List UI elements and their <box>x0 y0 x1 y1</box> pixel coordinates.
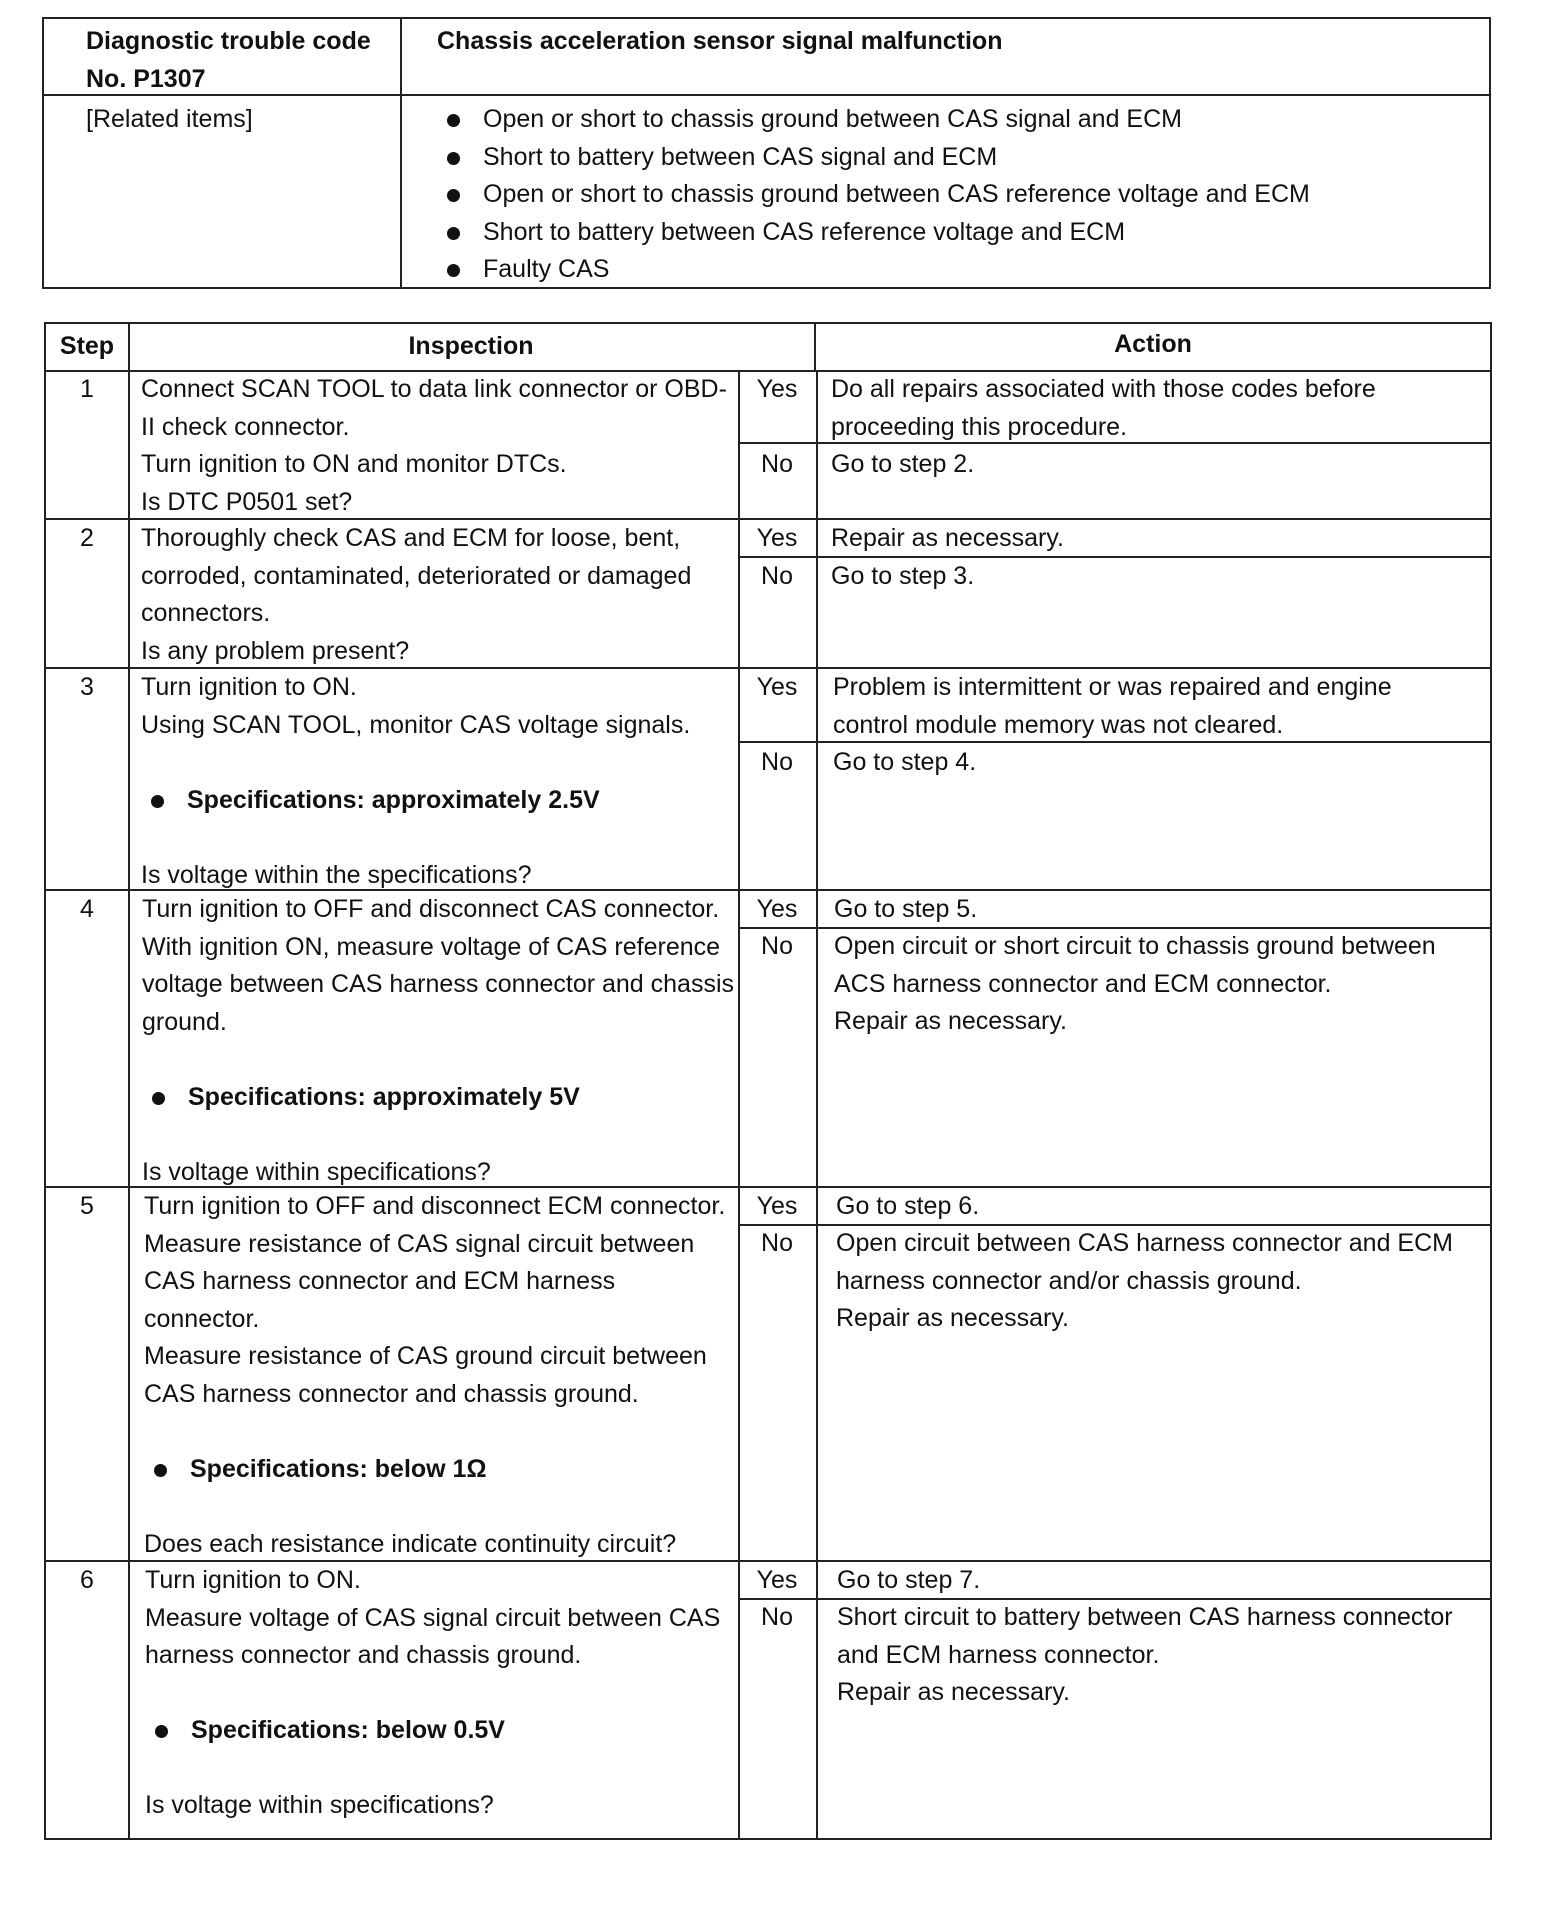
step-column-header: Step <box>59 332 115 360</box>
dtc-title: Chassis acceleration sensor signal malfunction <box>437 27 1003 55</box>
bullet-icon <box>447 227 460 240</box>
step-number: 1 <box>80 375 94 403</box>
bullet-icon <box>151 795 164 808</box>
yes-action: Go to step 5. <box>834 895 978 923</box>
yes-label: Yes <box>756 673 798 701</box>
dtc-code-label-line1: Diagnostic trouble code <box>86 27 371 55</box>
no-action: Go to step 3. <box>831 562 975 590</box>
inspection-text: Turn ignition to OFF and disconnect ECM connector. Measure resistance of CAS signal circuit between CAS harness connector and ECM harness connector. Measure resistance of CAS ground circuit between CAS harness connector and chassis ground. Specifications: below 1Ω Does each resistance indicate continuity circuit? <box>144 1188 725 1563</box>
related-items-list <box>439 101 1310 289</box>
inspection-column-header: Inspection <box>408 332 534 360</box>
no-label: No <box>761 450 793 478</box>
yes-label: Yes <box>756 375 798 403</box>
bullet-icon <box>447 152 460 165</box>
no-label: No <box>761 932 793 960</box>
no-action: Short circuit to battery between CAS harness connector and ECM harness connector. Repair as necessary. <box>837 1603 1453 1706</box>
dtc-header-table <box>42 17 1491 289</box>
col-divider-step <box>128 324 130 1838</box>
action-column-header: Action <box>1114 330 1192 358</box>
bullet-icon <box>447 114 460 127</box>
no-action: Go to step 4. <box>833 748 977 776</box>
inspection-text: Turn ignition to ON. Using SCAN TOOL, monitor CAS voltage signals. Specifications: approximately 2.5V Is voltage within the specifications? <box>141 669 690 894</box>
yes-action: Go to step 6. <box>836 1192 980 1220</box>
inspection-question: Does each resistance indicate continuity circuit? <box>144 1529 677 1558</box>
inspection-text: Turn ignition to ON. Measure voltage of CAS signal circuit between CAS harness connector and chassis ground. Specifications: below 0.5V Is voltage within specifications? <box>145 1562 720 1825</box>
related-item: Open or short to chassis ground between CAS signal and ECM <box>439 101 1310 139</box>
yes-action: Repair as necessary. <box>831 524 1064 552</box>
related-item: Open or short to chassis ground between CAS reference voltage and ECM <box>439 176 1310 214</box>
col-divider-yesno <box>816 370 818 1838</box>
related-item: Short to battery between CAS reference voltage and ECM <box>439 214 1310 252</box>
related-item: Short to battery between CAS signal and ECM <box>439 139 1310 177</box>
step-number: 4 <box>80 895 94 923</box>
specification-line: Specifications: approximately 5V <box>142 1079 734 1117</box>
bullet-icon <box>447 264 460 277</box>
step-number: 6 <box>80 1566 94 1594</box>
step-number: 2 <box>80 524 94 552</box>
header-divider-vertical <box>400 19 402 287</box>
yes-label: Yes <box>756 1566 798 1594</box>
dtc-code-number: No. P1307 <box>86 64 206 93</box>
no-action: Go to step 2. <box>831 450 975 478</box>
yes-label: Yes <box>756 524 798 552</box>
yes-action: Go to step 7. <box>837 1566 981 1594</box>
inspection-question: Is voltage within specifications? <box>145 1791 494 1819</box>
step-number: 3 <box>80 673 94 701</box>
dtc-code-label <box>86 23 371 98</box>
specification-line: Specifications: below 1Ω <box>144 1451 725 1489</box>
no-label: No <box>761 748 793 776</box>
yes-action: Do all repairs associated with those codes before proceeding this procedure. <box>831 375 1376 441</box>
inspection-text: Thoroughly check CAS and ECM for loose, bent, corroded, contaminated, deteriorated or damaged connectors. Is any problem present? <box>141 524 692 665</box>
specification-line: Specifications: approximately 2.5V <box>141 782 690 820</box>
no-label: No <box>761 1229 793 1257</box>
inspection-table <box>44 322 1492 1840</box>
no-label: No <box>761 562 793 590</box>
inspection-question: Is voltage within the specifications? <box>141 860 532 889</box>
no-action: Open circuit between CAS harness connector and ECM harness connector and/or chassis ground. Repair as necessary. <box>836 1229 1453 1332</box>
bullet-icon <box>152 1092 165 1105</box>
inspection-text: Connect SCAN TOOL to data link connector or OBD- II check connector. Turn ignition to ON and monitor DTCs. Is DTC P0501 set? <box>141 375 727 516</box>
no-action: Open circuit or short circuit to chassis ground between ACS harness connector and ECM connector. Repair as necessary. <box>834 932 1436 1035</box>
related-item: Faulty CAS <box>439 251 1310 289</box>
related-items-label: [Related items] <box>86 105 253 133</box>
specification-line: Specifications: below 0.5V <box>145 1712 720 1750</box>
bullet-icon <box>154 1464 167 1477</box>
step-number: 5 <box>80 1192 94 1220</box>
inspection-question: Is voltage within specifications? <box>142 1157 491 1186</box>
inspection-text: Turn ignition to OFF and disconnect CAS connector. With ignition ON, measure voltage of CAS reference voltage between CAS harness connector and chassis ground. Specifications: approximately 5V Is voltage within specifications? <box>142 891 734 1191</box>
bullet-icon <box>447 189 460 202</box>
yes-label: Yes <box>756 1192 798 1220</box>
no-label: No <box>761 1603 793 1631</box>
bullet-icon <box>155 1725 168 1738</box>
yes-action: Problem is intermittent or was repaired and engine control module memory was not cleared. <box>833 673 1392 739</box>
yes-label: Yes <box>756 895 798 923</box>
